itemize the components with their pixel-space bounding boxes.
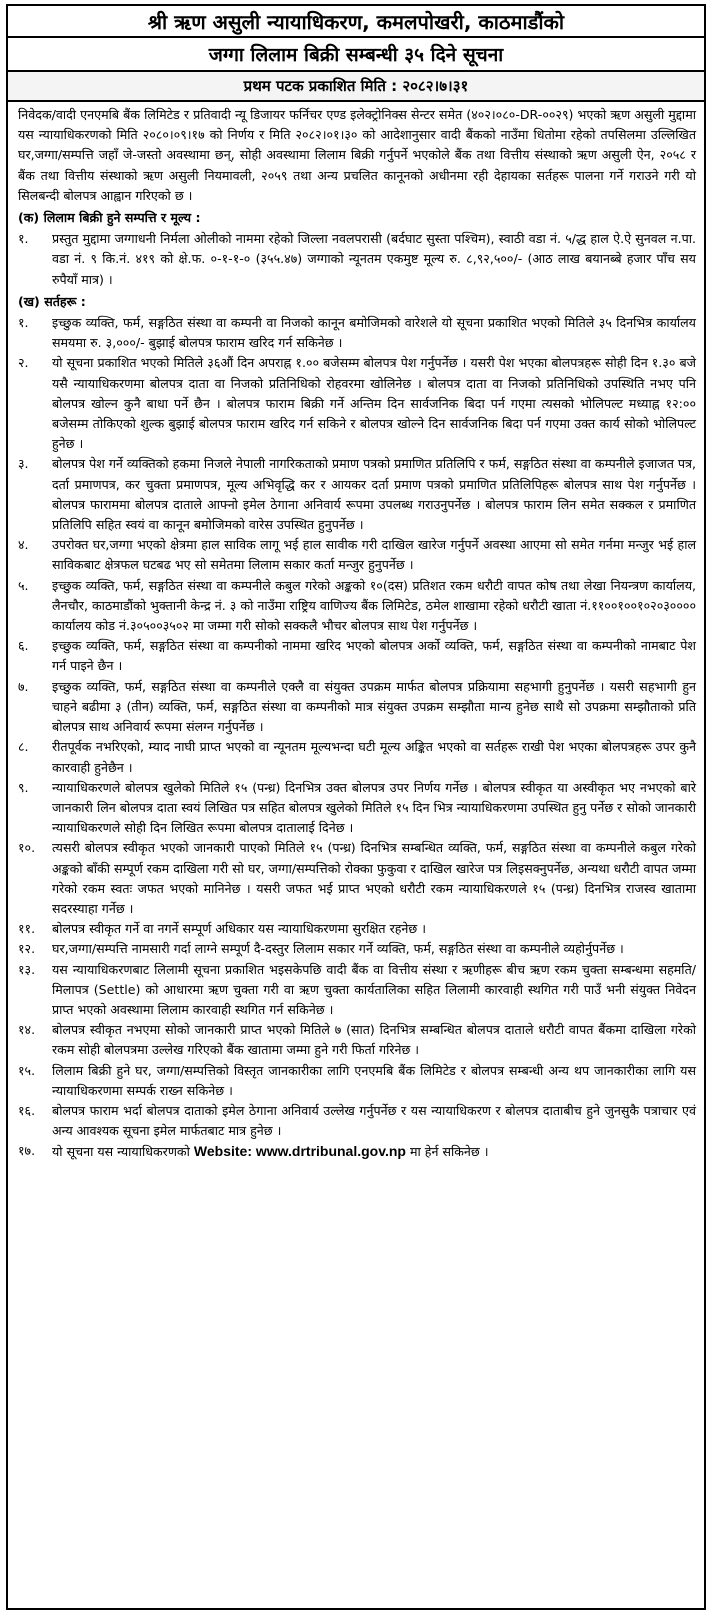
item-text: रीतपूर्वक नभरिएको, म्याद नाघी प्राप्त भएको वा न्यूनतम मूल्यभन्दा घटी मूल्य अङ्कित भएको वा सर्तहरू राखी पेश भएका बोलपत्रहरू उपर कुनै कारवाही हुनेछैन । bbox=[52, 739, 696, 775]
item-number: ७. bbox=[18, 678, 29, 694]
item-text: प्रस्तुत मुद्दामा जग्गाधनी निर्मला ओलीको नाममा रहेको जिल्ला नवलपरासी (बर्दघाट सुस्ता पश्चिम), स्वाठी वडा नं. ५/द्ध हाल ऐ.ऐ सुनवल न.पा. वडा नं. ९ कि.नं. ४१९ को क्षे.फ. ०-१-१-० (३५५.४७) जग्गाको न्यूनतम एकमुष्ट मूल्य रु. ८,९२,५००/- (आठ लाख बयानब्बे हजार पाँच सय रुपैयाँ मात्र) । bbox=[52, 231, 696, 287]
notice-subtitle: जग्गा लिलाम बिक्री सम्बन्धी ३५ दिने सूचना bbox=[208, 44, 504, 66]
list-item bbox=[18, 229, 696, 290]
item-number: १४. bbox=[18, 1022, 36, 1038]
item-number: १२. bbox=[18, 941, 36, 957]
list-item bbox=[18, 1020, 696, 1060]
list-item bbox=[18, 353, 696, 454]
item-text: इच्छुक व्यक्ति, फर्म, सङ्गठित संस्था वा कम्पनीले कबुल गरेको अङ्कको १०(दस) प्रतिशत रकम धरौटी वापत कोष तथा लेखा नियन्त्रण कार्यालय, लैनचौर, काठमाडौंको भुक्तानी केन्द्र नं. ३ को नाउँमा राष्ट्रिय वाणिज्य बैंक लिमिटेड, ठमेल शाखामा रहेको धरौटी खाता नं.११००१००१०२०३०००० कार्यालय कोड नं.३०५००३५०२ मा जम्मा गरी सोको सक्कलै भौचर बोलपत्र साथ पेश गर्नुपर्नेछ । bbox=[52, 577, 696, 634]
list-item bbox=[18, 778, 696, 839]
item-number: २. bbox=[18, 355, 29, 371]
intro-paragraph: निवेदक/वादी एनएमबि बैंक लिमिटेड र प्रतिवादी न्यू डिजायर फर्निचर एण्ड इलेक्ट्रोनिक्स सेन्टर समेत (४०२।०८०-DR-००२९) भएको ऋण असुली मुद्दामा यस न्यायाधिकरणको मिति २०८०।०९।१७ को निर्णय र मिति २०८२।०१।३० को आदेशानुसार वादी बैंकको नाउँमा धितोमा रहेको तपसिलमा उल्लिखित घर,जग्गा/सम्पत्ति जहाँ जे-जस्तो अवस्थामा छन्, सोही अवस्थामा लिलाम बिक्री गर्नुपर्ने भएकोले बैंक तथा वित्तीय संस्थाको ऋण असुली ऐन, २०५८ र बैंक तथा वित्तीय संस्थाको ऋण असुली नियमावली, २०५९ तथा अन्य प्रचलित कानूनको अधीनमा रही देहायका सर्तहरू पालना गर्ने गराउने गरी यो सिलबन्दी बोलपत्र आह्वान गरिएको छ । bbox=[18, 107, 696, 203]
item-number: १३. bbox=[18, 961, 36, 977]
website-text-after: मा हेर्न सकिनेछ । bbox=[409, 1144, 489, 1160]
item-text: घर,जग्गा/सम्पत्ति नामसारी गर्दा लाग्ने सम्पूर्ण दै-दस्तुर लिलाम सकार गर्ने व्यक्ति, फर्म, सङ्गठित संस्था वा कम्पनीले व्यहोर्नुपर्नेछ । bbox=[52, 941, 624, 957]
item-text: लिलाम बिक्री हुने घर, जग्गा/सम्पत्तिको विस्तृत जानकारीका लागि एनएमबि बैंक लिमिटेड र बोलपत्र सम्बन्धी अन्य थप जानकारीका लागि यस न्यायाधिकरणमा सम्पर्क राख्न सकिनेछ । bbox=[52, 1062, 696, 1098]
item-number: ५. bbox=[18, 577, 29, 593]
item-text: उपरोक्त घर,जग्गा भएको क्षेत्रमा हाल साविक लागू भई हाल सावीक गरी दाखिल खारेज गर्नुपर्ने अवस्था आएमा सो समेत गर्नमा मन्जुर भई हाल साविकबाट क्षेत्रफल घटबढ भए सो समेतमा लिलाम सकार कर्ता मन्जुर हुनुपर्नेछ । bbox=[52, 537, 696, 573]
website-text-before: यो सूचना यस न्यायाधिकरणको bbox=[52, 1144, 190, 1160]
item-number: ८. bbox=[18, 739, 29, 755]
notice-header bbox=[8, 6, 704, 36]
item-text: त्यसरी बोलपत्र स्वीकृत भएको जानकारी पाएको मितिले १५ (पन्ध्र) दिनभित्र सम्बन्धित व्यक्ति, फर्म, सङ्गठित संस्था वा कम्पनीले कबुल गरेको अङ्कको बाँकी सम्पूर्ण रकम दाखिला गरी सो घर, जग्गा/सम्पत्तिको रोक्का फुकुवा र दाखिल खारेज पत्र लिइसक्नुपर्नेछ, अन्यथा धरौटी वापत जम्मा गरेको रकम स्वतः जफत भएको मानिनेछ । यसरी जफत भई प्राप्त भएको धरौटी रकम न्यायाधिकरणले १५ (पन्ध्र) दिनभित्र राजस्व खातामा सदरस्याहा गर्नेछ । bbox=[52, 840, 697, 916]
notice-title: श्री ऋण असुली न्यायाधिकरण, कमलपोखरी, काठमाडौंको bbox=[147, 9, 565, 34]
list-item bbox=[18, 737, 696, 777]
item-number: १. bbox=[18, 231, 29, 247]
publish-date-row bbox=[8, 70, 704, 102]
section-ka-list bbox=[18, 229, 696, 290]
item-number: ४. bbox=[18, 537, 29, 553]
item-text: यो सूचना प्रकाशित भएको मितिले ३६औं दिन अपराह्न १.०० बजेसम्म बोलपत्र पेश गर्नुपर्नेछ । यसरी पेश भएका बोलपत्रहरू सोही दिन १.३० बजे यसै न्यायाधिकरणमा बोलपत्र दाता वा निजको प्रतिनिधिको रोहवरमा खोलिनेछ । बोलपत्र दाता वा निजको प्रतिनिधिको उपस्थिति नभए पनि बोलपत्र खोल्न कुनै बाधा पर्ने छैन । बोलपत्र फाराम बिक्री गर्ने अन्तिम दिन सार्वजनिक बिदा पर्न गएमा त्यसको भोलिपल्ट मध्याह्न १२:०० बजेसम्म तोकिएको शुल्क बुझाई बोलपत्र फाराम खरिद गर्न सकिने र बोलपत्र खोल्ने दिन सार्वजनिक बिदा पर्न गएमा उक्त कार्य सोको भोलिपल्ट हुनेछ । bbox=[52, 355, 696, 452]
list-item bbox=[18, 576, 696, 637]
auction-notice bbox=[6, 4, 706, 1610]
list-item bbox=[18, 677, 696, 738]
list-item bbox=[18, 838, 696, 919]
list-item bbox=[18, 313, 696, 353]
list-item bbox=[18, 919, 696, 939]
section-ka-heading: (क) लिलाम बिक्री हुने सम्पत्ति र मूल्य : bbox=[18, 210, 201, 226]
item-text: इच्छुक व्यक्ति, फर्म, सङ्गठित संस्था वा कम्पनी वा निजको कानून बमोजिमको वारेशले यो सूचना प्रकाशित भएको मितिले ३५ दिनभित्र कार्यालय समयमा रु. ३,०००/- बुझाई बोलपत्र फाराम खरिद गर्न सकिनेछ । bbox=[52, 315, 696, 351]
section-kha-list bbox=[18, 313, 696, 1163]
list-item bbox=[18, 1101, 696, 1141]
item-number: ३. bbox=[18, 456, 29, 472]
item-number: ६. bbox=[18, 638, 29, 654]
item-text bbox=[52, 1141, 696, 1162]
list-item bbox=[18, 939, 696, 959]
section-kha-heading: (ख) सर्तहरू : bbox=[18, 293, 86, 309]
item-text: बोलपत्र फाराम भर्दा बोलपत्र दाताको इमेल ठेगाना अनिवार्य उल्लेख गर्नुपर्नेछ र यस न्यायाधिकरण र बोलपत्र दाताबीच हुने जुनसुकै पत्राचार एवं अन्य आवश्यक सूचना इमेल मार्फतबाट मात्र हुनेछ । bbox=[52, 1102, 696, 1139]
item-number: १०. bbox=[18, 840, 36, 856]
item-text: बोलपत्र स्वीकृत नभएमा सोको जानकारी प्राप्त भएको मितिले ७ (सात) दिनभित्र सम्बन्धित बोलपत्र दाताले धरौटी वापत बैंकमा दाखिला गरेको रकम सोही बोलपत्रमा उल्लेख गरिएको बैंक खातामा जम्मा हुने गरी फिर्ता गरिनेछ । bbox=[52, 1022, 696, 1058]
list-item bbox=[18, 454, 696, 535]
notice-body bbox=[8, 102, 704, 1163]
item-text: बोलपत्र स्वीकृत गर्ने वा नगर्ने सम्पूर्ण अधिकार यस न्यायाधिकरणमा सुरक्षित रहनेछ । bbox=[52, 921, 427, 937]
item-text: इच्छुक व्यक्ति, फर्म, सङ्गठित संस्था वा कम्पनीले एक्लै वा संयुक्त उपक्रम मार्फत बोलपत्र प्रक्रियामा सहभागी हुनुपर्नेछ । यसरी सहभागी हुन चाहने बढीमा ३ (तीन) व्यक्ति, फर्म, सङ्गठित संस्था वा कम्पनीको मात्र संयुक्त उपक्रम सम्झौता मान्य हुनेछ साथै सो उपक्रमा सम्झौताको प्रति बोलपत्र साथ अनिवार्य रूपमा संलग्न गर्नुपर्नेछ । bbox=[52, 678, 696, 735]
item-number: १. bbox=[18, 315, 29, 331]
item-text: यस न्यायाधिकरणबाट लिलामी सूचना प्रकाशित भइसकेपछि वादी बैंक वा वित्तीय संस्था र ऋणीहरू बीच ऋण रकम चुक्ता सम्बन्धमा सहमति/मिलापत्र (Settle) को आधारमा ऋण चुक्ता गरी वा ऋण चुक्ता कार्यतालिका सहित लिलामी कारवाही स्थगित गरी पाउँ भनी संयुक्त निवेदन प्राप्त भएको अवस्थामा लिलाम कारवाही स्थगित गर्न सकिनेछ । bbox=[52, 961, 696, 1017]
list-item bbox=[18, 1061, 696, 1101]
item-number: १७. bbox=[18, 1143, 36, 1159]
website-link[interactable]: Website: www.drtribunal.gov.np bbox=[193, 1143, 406, 1160]
list-item-website bbox=[18, 1141, 696, 1162]
notice-subtitle-row bbox=[8, 36, 704, 70]
item-text: न्यायाधिकरणले बोलपत्र खुलेको मितिले १५ (पन्ध्र) दिनभित्र उक्त बोलपत्र उपर निर्णय गर्नेछ । बोलपत्र स्वीकृत या अस्वीकृत भए नभएको बारे जानकारी लिन बोलपत्र दाता स्वयं लिखित पत्र सहित बोलपत्र खुलेको मितिले १५ दिन भित्र न्यायाधिकरणमा उपस्थित हुनु पर्नेछ र सोको जानकारी न्यायाधिकरणले सोही दिन लिखित रूपमा बोलपत्र दातालाई दिनेछ । bbox=[52, 779, 696, 836]
publish-date: प्रथम पटक प्रकाशित मिति : २०८२।७।३१ bbox=[243, 77, 469, 95]
item-text: बोलपत्र पेश गर्ने व्यक्तिको हकमा निजले नेपाली नागरिकताको प्रमाण पत्रको प्रमाणित प्रतिलिपि र फर्म, सङ्गठित संस्था वा कम्पनीले इजाजत पत्र, दर्ता प्रमाणपत्र, कर चुक्ता प्रमाणपत्र, मूल्य अभिवृद्धि कर र आयकर दर्ता प्रमाण पत्रको प्रमाणित प्रतिलिपिहरू बोलपत्र साथ पेश गर्नुपर्नेछ । बोलपत्र फाराममा बोलपत्र दाताले आफ्नो इमेल ठेगाना अनिवार्य रूपमा उपलब्ध गराउनुपर्नेछ । बोलपत्र फाराम लिन समेत सक्कल र प्रमाणित प्रतिलिपि सहित स्वयं वा कानून बमोजिमको वारेस उपस्थित हुनुपर्नेछ । bbox=[52, 456, 696, 533]
item-number: ११. bbox=[18, 921, 36, 937]
item-number: १५. bbox=[18, 1062, 36, 1078]
item-text: इच्छुक व्यक्ति, फर्म, सङ्गठित संस्था वा कम्पनीको नाममा खरिद भएको बोलपत्र अर्को व्यक्ति, फर्म, सङ्गठित संस्था वा कम्पनीको नामबाट पेश गर्न पाइने छैन । bbox=[52, 638, 696, 674]
list-item bbox=[18, 636, 696, 676]
item-number: १६. bbox=[18, 1102, 36, 1118]
item-number: ९. bbox=[18, 779, 29, 795]
list-item bbox=[18, 535, 696, 575]
list-item bbox=[18, 960, 696, 1021]
